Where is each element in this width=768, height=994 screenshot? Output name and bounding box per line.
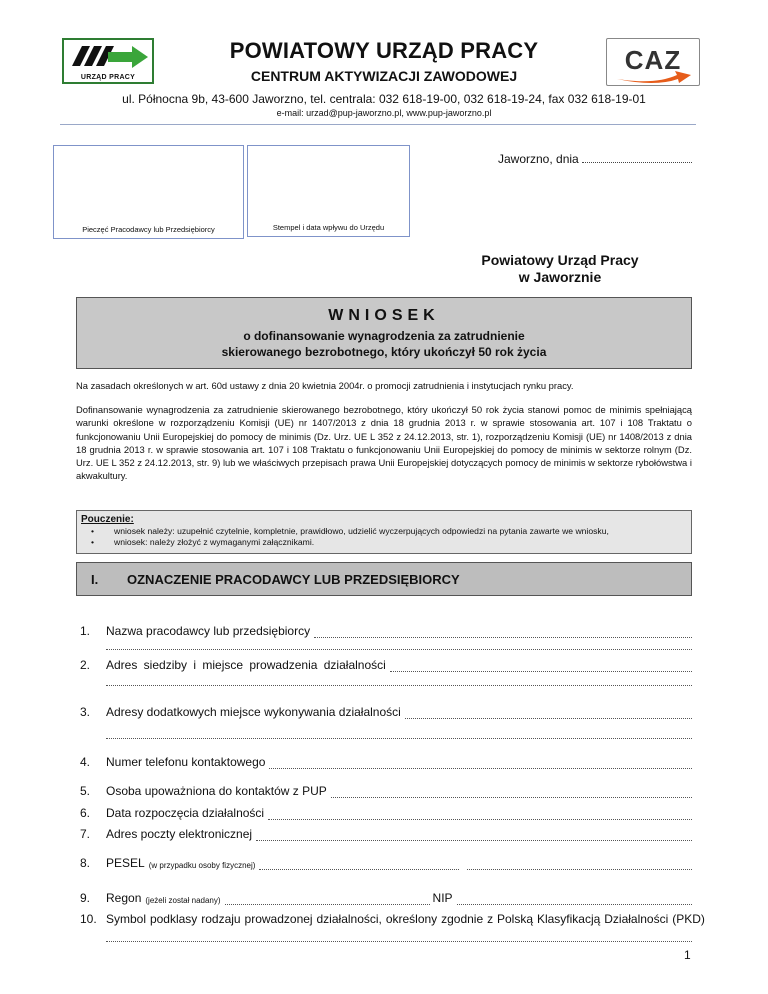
caz-logo <box>606 38 700 86</box>
fill-line[interactable] <box>256 830 692 841</box>
field-phone[interactable] <box>80 755 692 771</box>
application-subtitle-1: o dofinansowanie wynagrodzenia za zatrudnienie <box>243 329 525 343</box>
fill-line[interactable] <box>314 627 692 638</box>
field-additional-addresses[interactable] <box>80 705 692 721</box>
caz-logo-text: CAZ <box>624 45 682 75</box>
fill-line[interactable] <box>457 894 692 905</box>
office-email: e-mail: urzad@pup-jaworzno.pl, www.pup-jaworzno.pl <box>276 108 492 118</box>
field-number: 9. <box>80 891 91 905</box>
field-contact-person[interactable] <box>80 784 692 800</box>
field-number: 3. <box>80 705 91 719</box>
field-pesel[interactable] <box>80 856 692 872</box>
date-dots[interactable] <box>582 162 692 163</box>
recipient-line2: w Jaworznie <box>518 269 602 285</box>
de-minimis-paragraph: Dofinansowanie wynagrodzenia za zatrudnienie skierowanego bezrobotnego, który ukończył 50 rok życia stanowi pomoc de minimis spełniającą warunki określone w rozporządzeniu Komisji (UE) nr 1407/2013 z dnia 18 grudnia 2013 r. w sprawie stosowania art. 107 i 108 Traktatu o funkcjonowaniu Unii Europejskiej do pomocy de minimis (Dz. Urz. UE L 352 z 24.12.2013, str. 1), rozporządzeniu Komisji (UE) nr 1408/2013 z dnia 18 grudnia 2013 r. w sprawie stosowania art. 107 i 108 Traktatu o funkcjonowaniu Unii Europejskiej do pomocy de minimis w sektorze rolnym (Dz. Urz. UE L 352 z 24.12.2013, str. 9) lub we właściwych przepisach prawa Unii Europejskiej dotyczących pomocy de minimis w sektorze rybołówstwa i akwakultury. <box>76 404 692 482</box>
section-title: OZNACZENIE PRACODAWCY LUB PRZEDSIĘBIORCY <box>127 572 460 587</box>
logo-label: URZĄD PRACY <box>80 74 136 81</box>
application-subtitle-2: skierowanego bezrobotnego, który ukończył 50 rok życia <box>221 345 547 359</box>
field-employer-name[interactable] <box>80 624 692 640</box>
page-number: 1 <box>684 948 691 962</box>
instruction-item: • wniosek: należy złożyć z wymaganymi załącznikami. <box>91 537 687 548</box>
field-number: 1. <box>80 624 91 638</box>
fill-line[interactable] <box>390 661 692 672</box>
field-number: 7. <box>80 827 91 841</box>
field-label: Regon <box>106 891 142 905</box>
fill-line[interactable] <box>225 894 430 905</box>
field-number: 2. <box>80 658 91 672</box>
field-number: 4. <box>80 755 91 769</box>
section-number: I. <box>91 572 99 587</box>
field-label: PESEL <box>106 856 145 870</box>
employer-stamp-box <box>53 145 244 239</box>
date-field[interactable] <box>498 152 692 166</box>
field-regon-nip[interactable] <box>80 891 692 907</box>
fill-line[interactable] <box>269 758 692 769</box>
field-address[interactable] <box>80 658 692 674</box>
pup-logo <box>62 38 154 84</box>
field-email[interactable] <box>80 827 692 843</box>
field-label: Osoba upoważniona do kontaktów z PUP <box>106 784 327 798</box>
fill-line[interactable] <box>331 787 692 798</box>
employer-stamp-caption: Pieczęć Pracodawcy lub Przedsiębiorcy <box>82 225 215 234</box>
office-subtitle: CENTRUM AKTYWIZACJI ZAWODOWEJ <box>250 68 518 84</box>
field-label: Adres siedziby i miejsce prowadzenia działalności <box>106 658 386 672</box>
recipient-office <box>430 252 690 286</box>
fill-line[interactable] <box>259 859 459 870</box>
field-note: (w przypadku osoby fizycznej) <box>148 861 256 870</box>
field-number: 10. <box>80 912 97 926</box>
office-title: POWIATOWY URZĄD PRACY <box>229 38 539 63</box>
instructions-heading: Pouczenie: <box>81 514 134 525</box>
swoosh-icon <box>615 69 693 83</box>
field-number: 6. <box>80 806 91 820</box>
application-title: WNIOSEK <box>328 307 440 324</box>
fill-line[interactable] <box>106 940 692 942</box>
arrow-logo-icon <box>64 40 152 74</box>
header-divider <box>60 124 696 125</box>
instruction-item: • wniosek należy: uzupełnić czytelnie, kompletnie, prawidłowo, udzielić wyczerpujących odpowiedzi na pytania zawarte we wniosku, <box>91 526 687 537</box>
field-note: (jeżeli został nadany) <box>145 896 221 905</box>
field-label: Symbol podklasy rodzaju prowadzonej działalności, określony zgodnie z Polską Klasyfikacją Działalności (PKD) <box>106 912 705 926</box>
date-label: Jaworzno, dnia <box>498 152 579 166</box>
field-label: Adresy dodatkowych miejsce wykonywania działalności <box>106 705 401 719</box>
fill-line[interactable] <box>268 809 692 820</box>
field-label: Adres poczty elektronicznej <box>106 827 253 841</box>
field-number: 8. <box>80 856 91 870</box>
fill-line[interactable] <box>106 737 692 739</box>
fill-line[interactable] <box>106 648 692 650</box>
field-label: Numer telefonu kontaktowego <box>106 755 266 769</box>
fill-line[interactable] <box>106 684 692 686</box>
legal-basis: Na zasadach określonych w art. 60d ustawy z dnia 20 kwietnia 2004r. o promocji zatrudnienia i instytucjach rynku pracy. <box>76 380 574 391</box>
fill-line[interactable] <box>467 859 692 870</box>
field-number: 5. <box>80 784 91 798</box>
section-header <box>76 562 692 596</box>
receipt-stamp-box <box>247 145 410 237</box>
field-pkd[interactable] <box>80 912 705 928</box>
instructions-box <box>76 510 692 554</box>
office-address: ul. Północna 9b, 43-600 Jaworzno, tel. centrala: 032 618-19-00, 032 618-19-24, fax 032 618-19-01 <box>122 92 646 106</box>
recipient-line1: Powiatowy Urząd Pracy <box>481 252 639 268</box>
field-label-nip: NIP <box>432 891 453 905</box>
field-label: Nazwa pracodawcy lub przedsiębiorcy <box>106 624 311 638</box>
receipt-stamp-caption: Stempel i data wpływu do Urzędu <box>272 223 385 232</box>
application-title-box <box>76 297 692 369</box>
fill-line[interactable] <box>405 708 692 719</box>
field-label: Data rozpoczęcia działalności <box>106 806 265 820</box>
field-start-date[interactable] <box>80 806 692 822</box>
